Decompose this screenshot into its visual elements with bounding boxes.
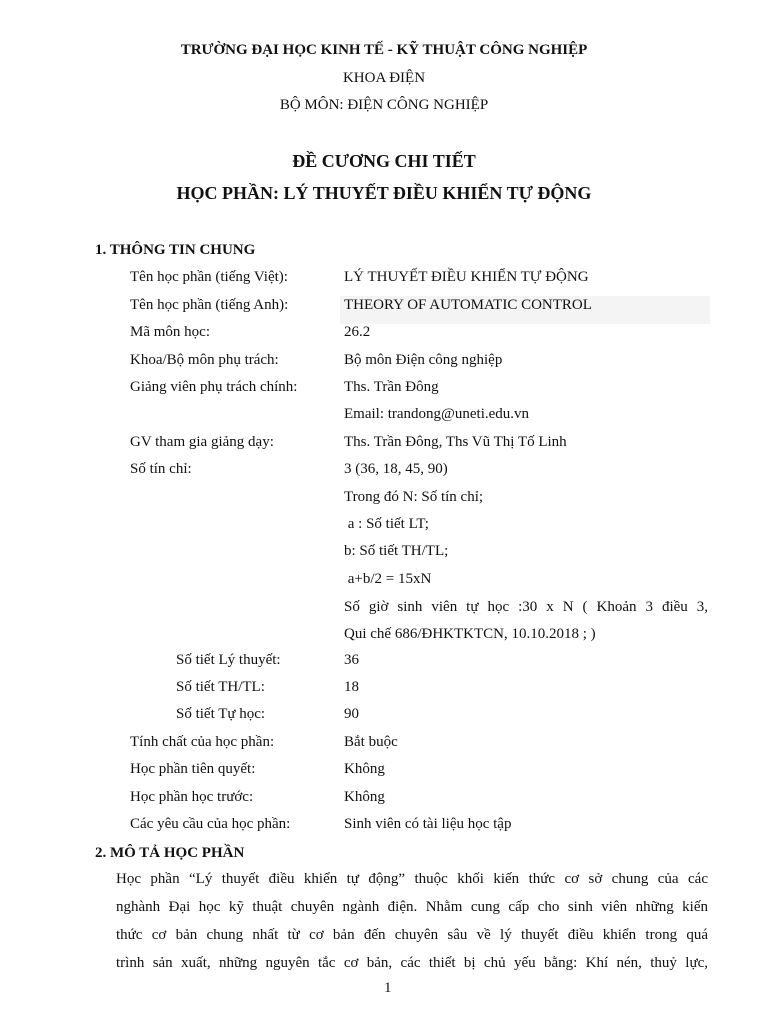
hours-value: 90 [344,706,359,722]
info-value: LÝ THUYẾT ĐIỀU KHIỂN TỰ ĐỘNG [344,269,589,285]
hours-value: 36 [344,652,359,668]
document-title: ĐỀ CƯƠNG CHI TIẾT [292,151,476,171]
hours-label: Số tiết Lý thuyết: [176,652,281,668]
info-value: Không [344,789,385,805]
info-value: Không [344,761,385,777]
info-value: Ths. Trần Đông, Ths Vũ Thị Tố Linh [344,434,567,450]
info-label: Giảng viên phụ trách chính: [130,379,298,395]
info-value: Sinh viên có tài liệu học tập [344,816,512,832]
info-value: 3 (36, 18, 45, 90) [344,461,448,477]
info-value: Ths. Trần Đông [344,379,439,395]
self-study-note: Qui chế 686/ĐHKTKTCN, 10.10.2018 ; ) [344,626,596,642]
info-value: 26.2 [344,324,371,340]
credit-note: a+b/2 = 15xN [344,571,432,587]
description-line: trình sản xuất, những nguyên tắc cơ bản, các thiết bị chủ yếu bằng: Khí nén, thuỷ lực, [116,955,708,971]
info-label: GV tham gia giảng dạy: [130,434,274,450]
description-line: Học phần “Lý thuyết điều khiển tự động” thuộc khối kiến thức cơ sở chung của các [116,871,708,887]
faculty-name: KHOA ĐIỆN [342,70,426,86]
hours-label: Số tiết Tự học: [176,706,266,722]
department-name: BỘ MÔN: ĐIỆN CÔNG NGHIỆP [279,97,489,113]
description-line: nghành Đại học kỹ thuật chuyên ngành điện. Nhằm cung cấp cho sinh viên những kiến [116,899,708,915]
description-line: thức cơ bản chung nhất từ cơ bản đến chuyên sâu về lý thuyết điều khiển trong quá [116,927,708,943]
credit-note: a : Số tiết LT; [344,516,429,532]
document-subtitle: HỌC PHẦN: LÝ THUYẾT ĐIỀU KHIỂN TỰ ĐỘNG [176,183,592,203]
self-study-note: Số giờ sinh viên tự học :30 x N ( Khoản 3 điều 3, [344,599,708,615]
section-heading-description: 2. MÔ TẢ HỌC PHẦN [95,845,245,861]
info-label: Các yêu cầu của học phần: [130,816,291,832]
info-label: Học phần tiên quyết: [130,761,256,777]
info-value: Bắt buộc [344,734,398,750]
info-label: Tên học phần (tiếng Anh): [130,297,289,313]
info-label: Học phần học trước: [130,789,254,805]
credit-note: Trong đó N: Số tín chỉ; [344,489,484,505]
info-label: Tên học phần (tiếng Việt): [130,269,288,285]
info-label: Số tín chỉ: [130,461,192,477]
info-value: Bộ môn Điện công nghiệp [344,352,503,368]
credit-note: b: Số tiết TH/TL; [344,543,449,559]
hours-label: Số tiết TH/TL: [176,679,265,695]
page-number: 1 [384,980,392,996]
info-label: Khoa/Bộ môn phụ trách: [130,352,279,368]
info-value: THEORY OF AUTOMATIC CONTROL [344,297,592,313]
email-value: Email: trandong@uneti.edu.vn [344,406,530,422]
info-label: Tính chất của học phần: [130,734,275,750]
hours-value: 18 [344,679,359,695]
school-name: TRƯỜNG ĐẠI HỌC KINH TẾ - KỸ THUẬT CÔNG NGHIỆP [180,42,588,58]
info-label: Mã môn học: [130,324,210,340]
section-heading-general-info: 1. THÔNG TIN CHUNG [95,242,256,258]
